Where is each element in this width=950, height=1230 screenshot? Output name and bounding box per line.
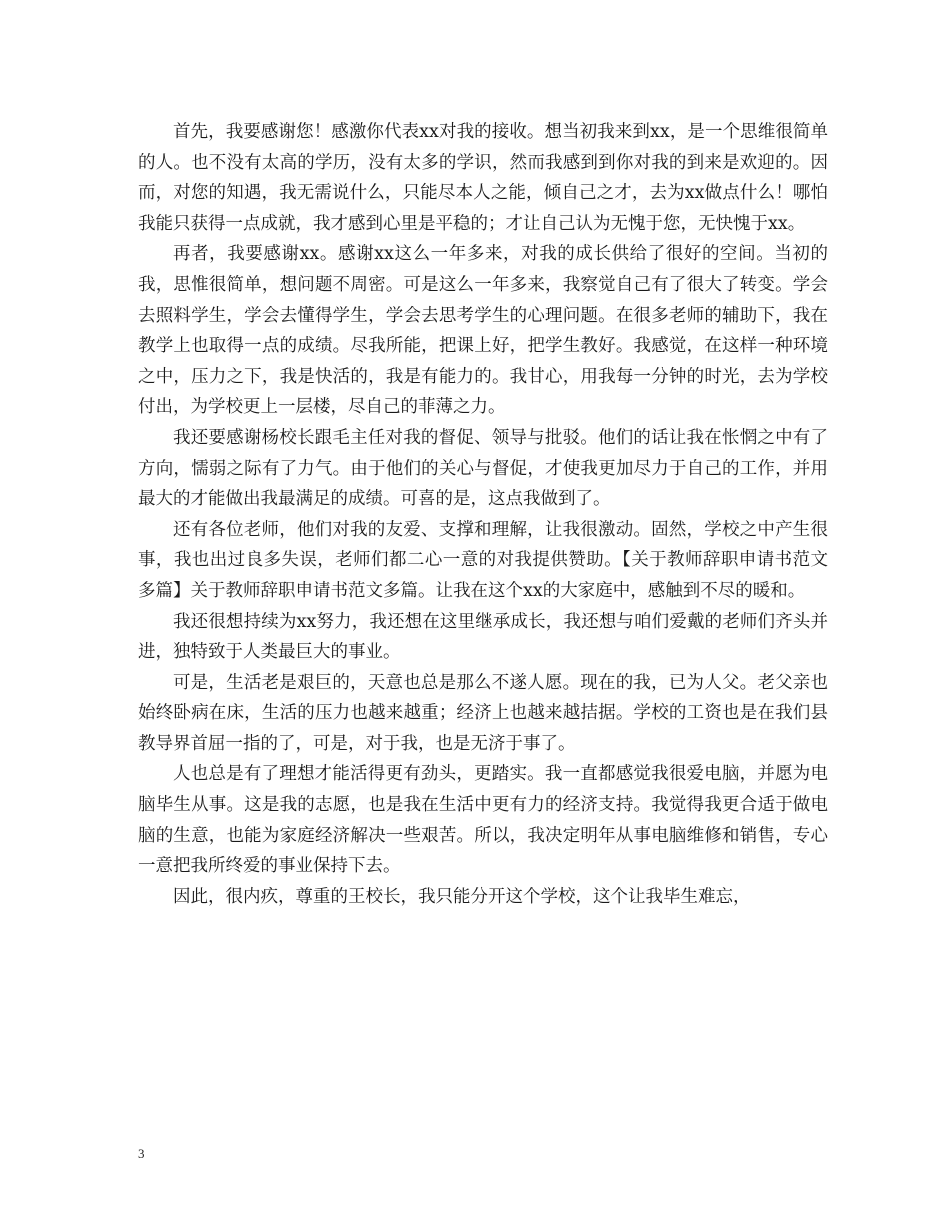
- paragraph-6: 可是，生活老是艰巨的，天意也总是那么不遂人愿。现在的我，已为人父。老父亲也始终卧病在床，生活的压力也越来越重；经济上也越来越拮据。学校的工资也是在我们县教导界首屈一指的了，可是，对于我，也是无济于事了。: [138, 672, 828, 754]
- paragraph-5: 我还很想持续为xx努力，我还想在这里继承成长，我还想与咱们爱戴的老师们齐头并进，独特致于人类最巨大的事业。: [138, 611, 828, 663]
- paragraph-2: 再者，我要感谢xx。感谢xx这么一年多来，对我的成长供给了很好的空间。当初的我，思惟很简单，想问题不周密。可是这么一年多来，我察觉自己有了很大了转变。学会去照料学生，学会去懂得学生，学会去思考学生的心理问题。在很多老师的辅助下，我在教学上也取得一点的成绩。尽我所能，把课上好，把学生教好。我感觉，在这样一种环境之中，压力之下，我是快活的，我是有能力的。我甘心，用我每一分钟的时光，去为学校付出，为学校更上一层楼，尽自己的菲薄之力。: [138, 244, 828, 418]
- paragraph-1: 首先，我要感谢您！感激你代表xx对我的接收。想当初我来到xx，是一个思维很简单的人。也不没有太高的学历，没有太多的学识，然而我感到到你对我的到来是欢迎的。因而，对您的知遇，我无需说什么，只能尽本人之能，倾自己之才，去为xx做点什么！哪怕我能只获得一点成就，我才感到心里是平稳的；才让自己认为无愧于您，无快愧于xx。: [138, 122, 828, 234]
- paragraph-7: 人也总是有了理想才能活得更有劲头，更踏实。我一直都感觉我很爱电脑，并愿为电脑毕生从事。这是我的志愿，也是我在生活中更有力的经济支持。我觉得我更合适于做电脑的生意，也能为家庭经济解决一些艰苦。所以，我决定明年从事电脑维修和销售，专心一意把我所终爱的事业保持下去。: [138, 764, 828, 877]
- page-number: 3: [138, 1146, 145, 1161]
- paragraph-8: 因此，很内疚，尊重的王校长，我只能分开这个学校，这个让我毕生难忘，: [173, 886, 751, 907]
- paragraph-3: 我还要感谢杨校长跟毛主任对我的督促、领导与批驳。他们的话让我在怅惘之中有了方向，懦弱之际有了力气。由于他们的关心与督促，才使我更加尽力于自己的工作，并用最大的才能做出我最满足的成绩。可喜的是，这点我做到了。: [138, 427, 828, 510]
- body-text: [138, 117, 828, 912]
- paragraph-4: 还有各位老师，他们对我的友爱、支撑和理解，让我很激动。固然，学校之中产生很事，我也出过良多失误，老师们都二心一意的对我提供赞助。【关于教师辞职申请书范文多篇】关于教师辞职申请书范文多篇。让我在这个xx的大家庭中，感触到不尽的暖和。: [138, 519, 828, 601]
